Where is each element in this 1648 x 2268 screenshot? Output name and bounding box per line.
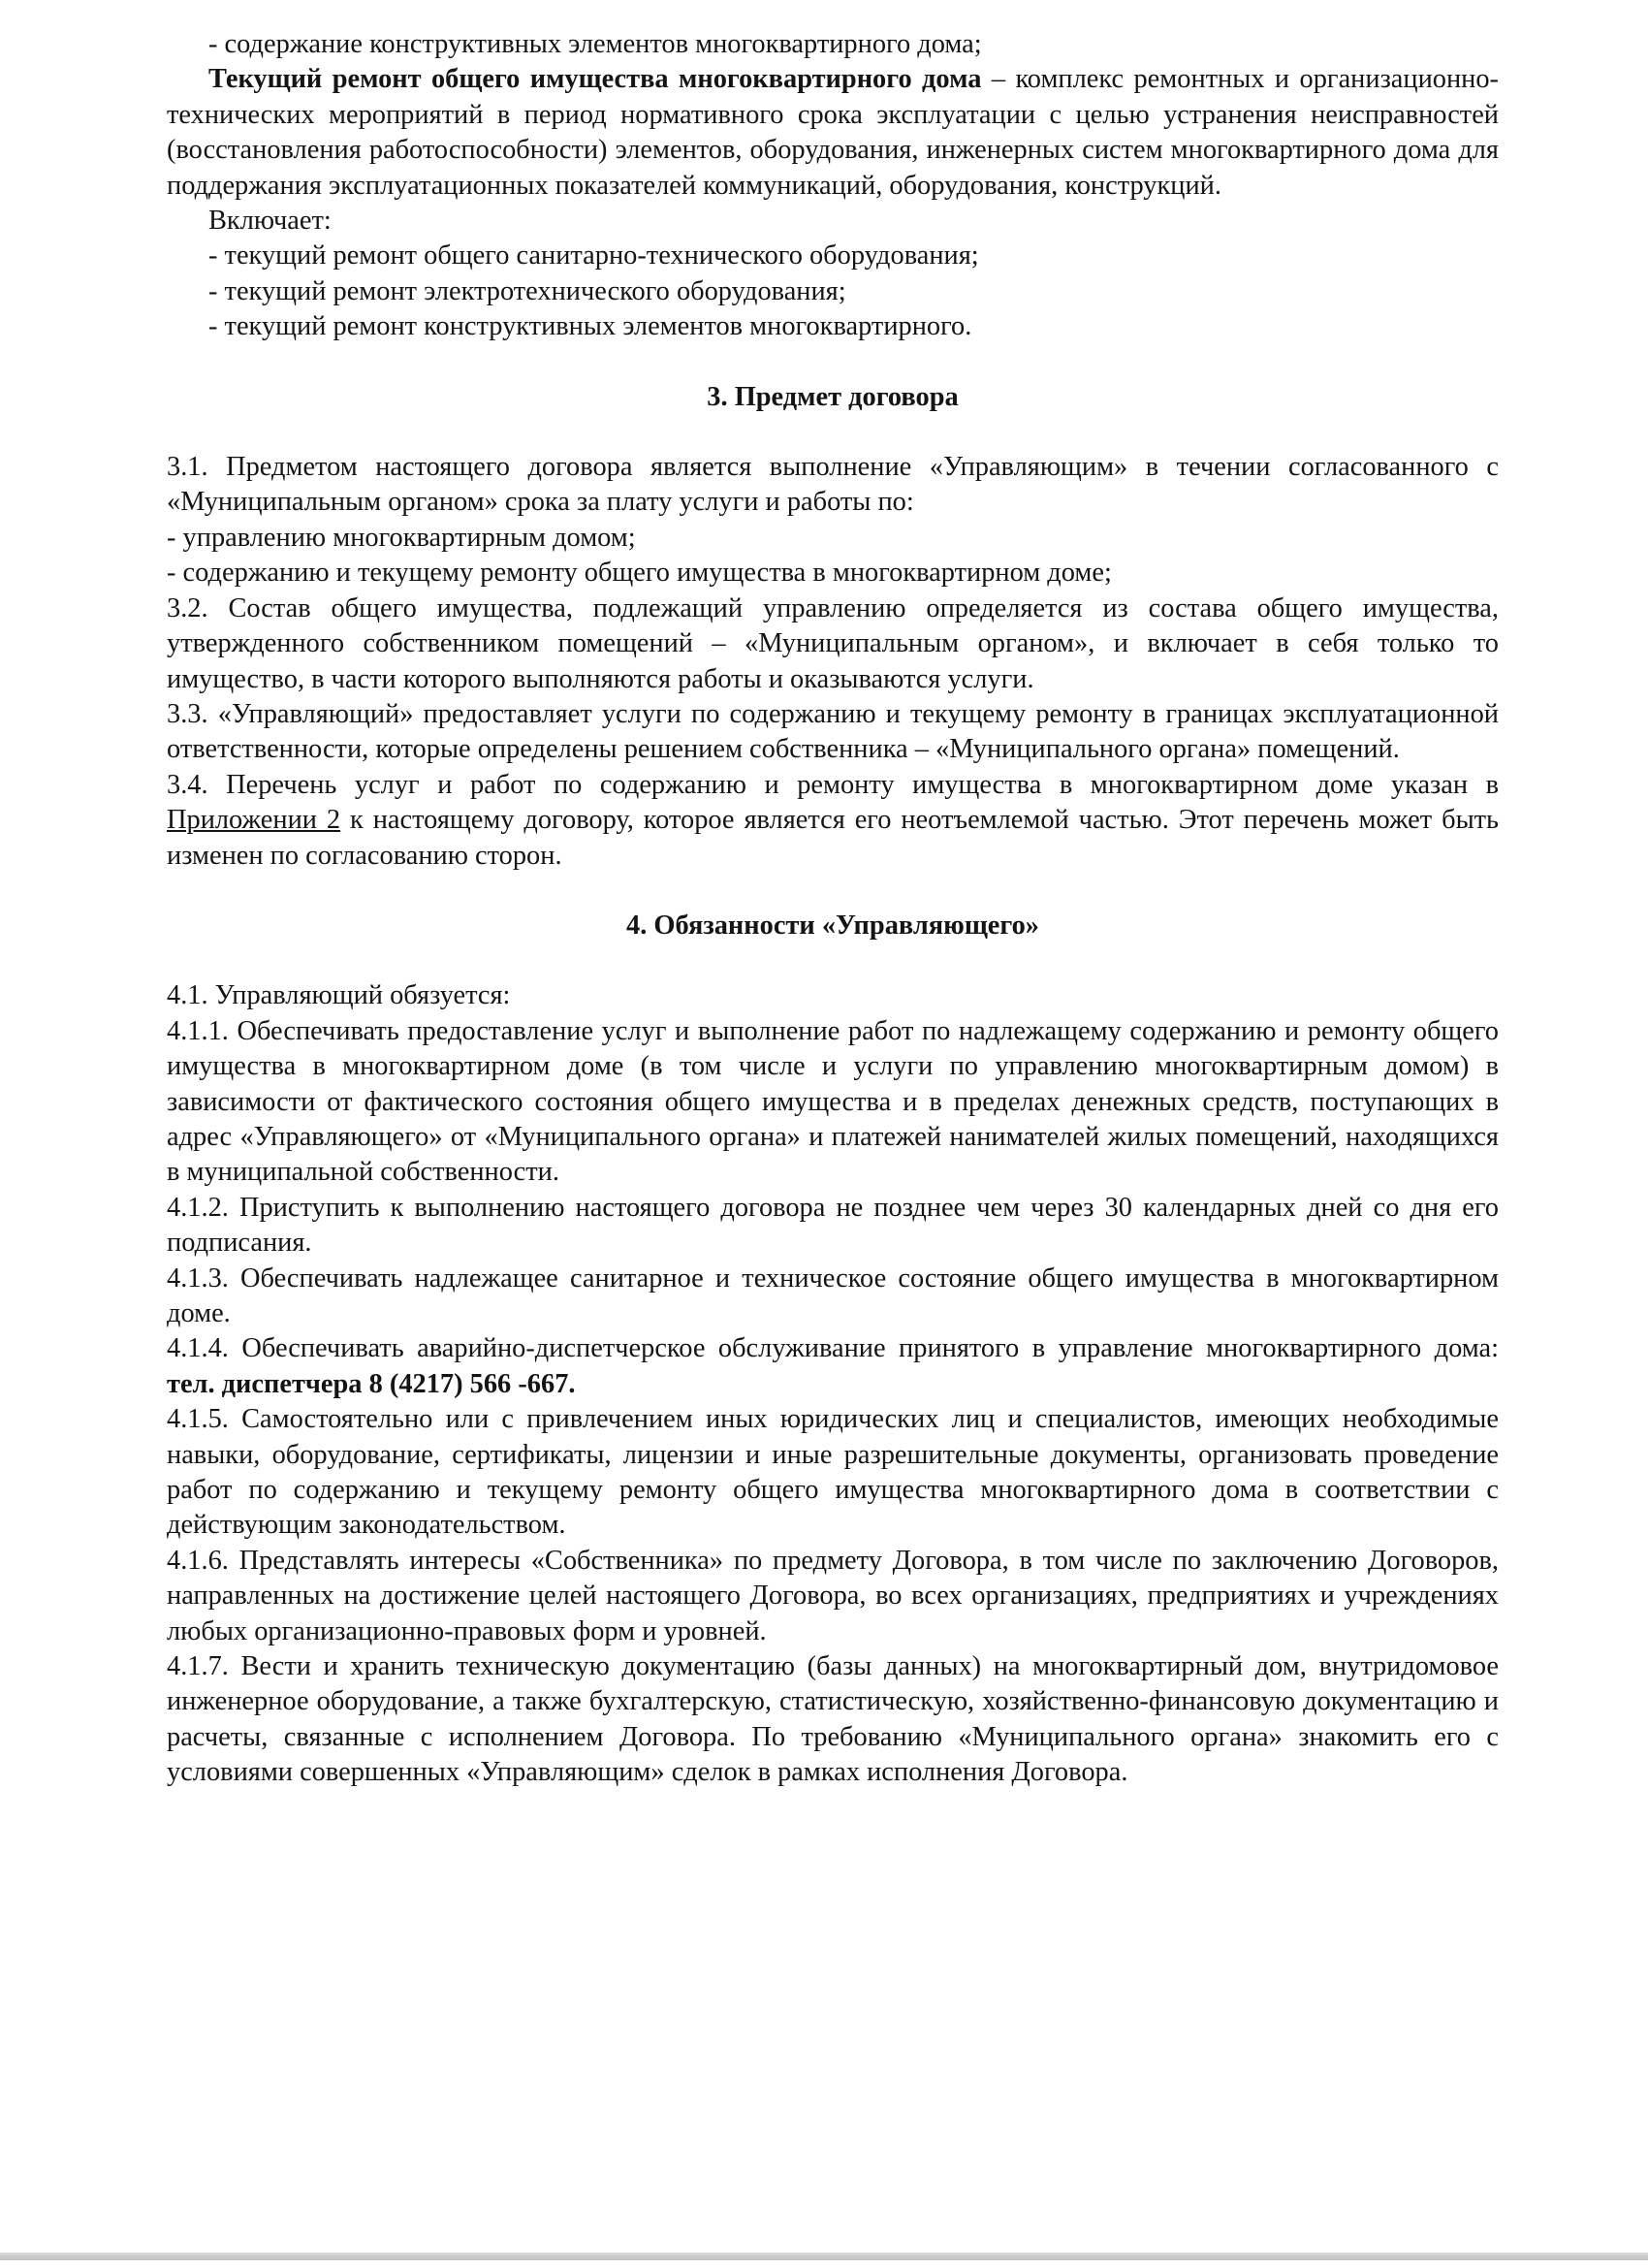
clause-4-1-2: 4.1.2. Приступить к выполнению настоящего договора не позднее чем через 30 календарных дней со дня его подписания. — [167, 1192, 1499, 1259]
section-4-heading: 4. Обязанности «Управляющего» — [626, 910, 1039, 941]
document-page — [167, 27, 1499, 1791]
includes-label: Включает: — [208, 206, 332, 237]
list-item: - текущий ремонт конструктивных элементов многоквартирного. — [208, 311, 972, 342]
item-structural-elements: - содержание конструктивных элементов многоквартирного дома; — [208, 29, 982, 59]
scan-bottom-edge — [0, 2252, 1648, 2260]
clause-3-1-a: - управлению многоквартирным домом; — [167, 522, 636, 553]
clause-4-1-7: 4.1.7. Вести и хранить техническую документацию (базы данных) на многоквартирный дом, внутридомовое инженерное оборудование, а также бухгалтерскую, статистическую, хозяйственно-финансовую документацию и расчеты, связанные с исполнением Договора. По требованию «Муниципального органа» знакомить его с условиями совершенных «Управляющим» сделок в рамках исполнения Договора. — [167, 1651, 1499, 1788]
clause-3-1: 3.1. Предметом настоящего договора является выполнение «Управляющим» в течении согласованного с «Муниципальным органом» срока за плату услуги и работы по: — [167, 452, 1499, 518]
dispatcher-phone: тел. диспетчера 8 (4217) 566 -667. — [167, 1368, 576, 1399]
clause-4-1-3: 4.1.3. Обеспечивать надлежащее санитарное и техническое состояние общего имущества в многоквартирном доме. — [167, 1262, 1499, 1328]
clause-3-2: 3.2. Состав общего имущества, подлежащий управлению определяется из состава общего имущества, утвержденного собственником помещений – «Муниципальным органом», и включает в себя только то имущество, в части которого выполняются работы и оказываются услуги. — [167, 592, 1499, 694]
clause-3-3: 3.3. «Управляющий» предоставляет услуги по содержанию и текущему ремонту в границах эксплуатационной ответственности, которые определены решением собственника – «Муниципального органа» помещений. — [167, 698, 1499, 765]
current-repair-text: – комплекс ремонтных и организационно-технических мероприятий в период нормативного срока эксплуатации с целью устранения неисправностей (восстановления работоспособности) элементов, оборудования, инженерных систем многоквартирного дома для поддержания эксплуатационных показателей коммуникаций, оборудования, конструкций. — [167, 64, 1500, 201]
clause-3-4-text: 3.4. Перечень услуг и работ по содержанию и ремонту имущества в многоквартирном доме указан в — [167, 769, 1499, 800]
appendix-2-link: Приложении 2 — [167, 805, 341, 836]
clause-4-1-1: 4.1.1. Обеспечивать предоставление услуг и выполнение работ по надлежащему содержанию и ремонту общего имущества в многоквартирном доме (в том числе и услуги по управлению многоквартирным домом) в зависимости от фактического состояния общего имущества и в пределах денежных средств, поступающих в адрес «Управляющего» от «Муниципального органа» и платежей нанимателей жилых помещений, находящихся в муниципальной собственности. — [167, 1015, 1499, 1188]
clause-4-1-4-text: 4.1.4. Обеспечивать аварийно-диспетчерское обслуживание принятого в управление многоквартирного дома: — [167, 1333, 1499, 1364]
current-repair-definition — [167, 62, 1499, 204]
list-item: - текущий ремонт электротехнического оборудования; — [208, 275, 846, 306]
clause-4-1-4 — [167, 1331, 1499, 1402]
clause-4-1: 4.1. Управляющий обязуется: — [167, 980, 511, 1011]
clause-4-1-6: 4.1.6. Представлять интересы «Собственника» по предмету Договора, в том числе по заключению Договоров, направленных на достижение целей настоящего Договора, во всех организациях, предприятиях и учреждениях любых организационно-правовых форм и уровней. — [167, 1545, 1499, 1646]
current-repair-term: Текущий ремонт общего имущества многоквартирного дома — [208, 64, 982, 95]
clause-4-1-5: 4.1.5. Самостоятельно или с привлечением иных юридических лиц и специалистов, имеющих необходимые навыки, оборудование, сертификаты, лицензии и иные разрешительные документы, организовать проведение работ по содержанию и текущему ремонту общего имущества многоквартирного дома в соответствии с действующим законодательством. — [167, 1404, 1499, 1541]
clause-3-4-text-end: к настоящему договору, которое является его неотъемлемой частью. Этот перечень может быть изменен по согласованию сторон. — [167, 805, 1499, 871]
section-3-heading: 3. Предмет договора — [707, 381, 959, 412]
clause-3-1-b: - содержанию и текущему ремонту общего имущества в многоквартирном доме; — [167, 558, 1112, 589]
list-item: - текущий ремонт общего санитарно-технического оборудования; — [208, 240, 979, 272]
clause-3-4 — [167, 768, 1499, 874]
